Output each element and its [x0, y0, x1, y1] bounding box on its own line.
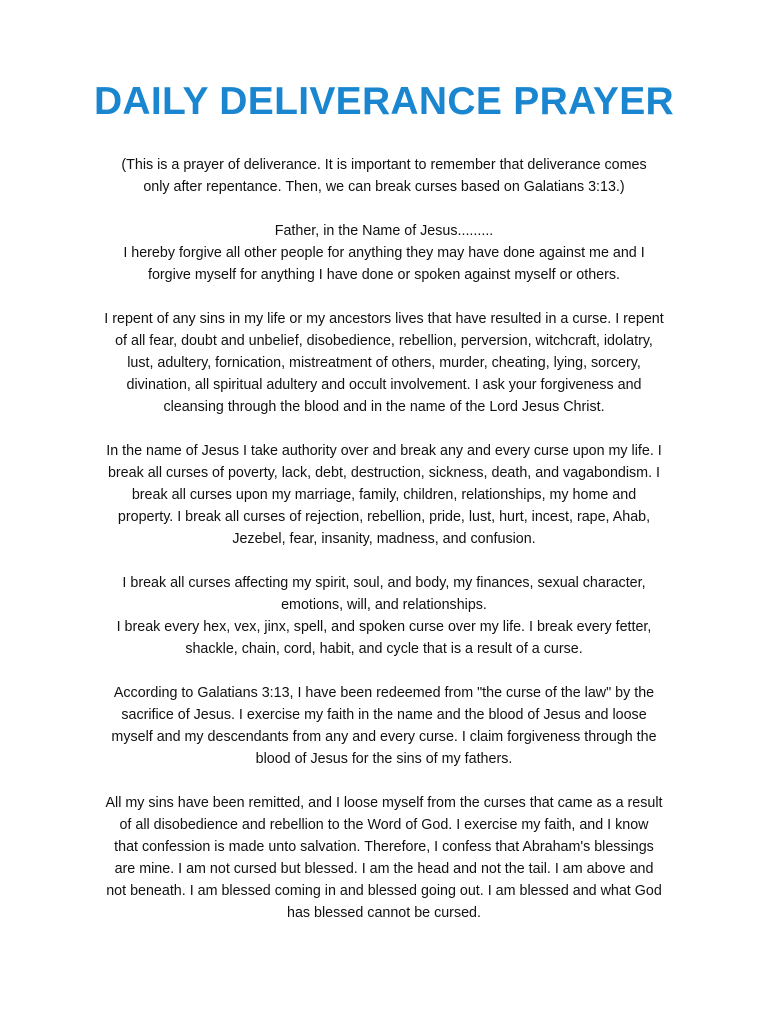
text-line: All my sins have been remitted, and I loose myself from the curses that came as a result — [105, 795, 663, 811]
text-line: myself and my descendants from any and every curse. I claim forgiveness through the — [111, 729, 657, 745]
text-line: According to Galatians 3:13, I have been redeemed from "the curse of the law" by the — [113, 685, 655, 701]
text-line: I hereby forgive all other people for anything they may have done against me and I — [123, 245, 645, 261]
text-line: break all curses of poverty, lack, debt, destruction, sickness, death, and vagabondism. I — [107, 465, 661, 481]
blessings-paragraph — [62, 792, 706, 924]
text-line: property. I break all curses of rejection, rebellion, pride, lust, hurt, incest, rape, Ahab, — [117, 509, 651, 525]
text-line: are mine. I am not cursed but blessed. I am the head and not the tail. I am above and — [114, 861, 654, 877]
text-line: emotions, will, and relationships. — [281, 597, 487, 613]
text-line: Father, in the Name of Jesus......... — [274, 223, 494, 239]
text-line: that confession is made unto salvation. Therefore, I confess that Abraham's blessings — [114, 839, 654, 855]
text-line: cleansing through the blood and in the name of the Lord Jesus Christ. — [163, 399, 605, 415]
document-title: DAILY DELIVERANCE PRAYER — [93, 80, 675, 123]
text-line: sacrifice of Jesus. I exercise my faith in the name and the blood of Jesus and loose — [121, 707, 647, 723]
text-line: Jezebel, fear, insanity, madness, and confusion. — [232, 531, 536, 547]
text-line: has blessed cannot be cursed. — [287, 905, 481, 921]
intro-note-paragraph — [62, 154, 706, 198]
text-line: blood of Jesus for the sins of my fathers. — [255, 751, 513, 767]
text-line: only after repentance. Then, we can break curses based on Galatians 3:13.) — [143, 179, 625, 195]
text-line: of all fear, doubt and unbelief, disobedience, rebellion, perversion, witchcraft, idolatry, — [115, 333, 653, 349]
forgiveness-paragraph — [62, 220, 706, 286]
text-line: not beneath. I am blessed coming in and blessed going out. I am blessed and what God — [106, 883, 662, 899]
text-line: I repent of any sins in my life or my ancestors lives that have resulted in a curse. I repent — [104, 311, 664, 327]
repentance-paragraph — [62, 308, 706, 418]
text-line: of all disobedience and rebellion to the Word of God. I exercise my faith, and I know — [119, 817, 649, 833]
text-line: I break all curses affecting my spirit, soul, and body, my finances, sexual character, — [122, 575, 646, 591]
break-curses-paragraph — [62, 572, 706, 660]
authority-paragraph — [62, 440, 706, 550]
text-line: In the name of Jesus I take authority over and break any and every curse upon my life. I — [106, 443, 662, 459]
galatians-paragraph — [62, 682, 706, 770]
text-line: forgive myself for anything I have done or spoken against myself or others. — [147, 267, 621, 283]
text-line: divination, all spiritual adultery and occult involvement. I ask your forgiveness and — [126, 377, 642, 393]
text-line: shackle, chain, cord, habit, and cycle that is a result of a curse. — [185, 641, 583, 657]
text-line: (This is a prayer of deliverance. It is important to remember that deliverance comes — [121, 157, 647, 173]
text-line: break all curses upon my marriage, family, children, relationships, my home and — [131, 487, 637, 503]
document-body — [62, 154, 706, 924]
text-line: I break every hex, vex, jinx, spell, and spoken curse over my life. I break every fetter, — [116, 619, 652, 635]
text-line: lust, adultery, fornication, mistreatment of others, murder, cheating, lying, sorcery, — [127, 355, 641, 371]
